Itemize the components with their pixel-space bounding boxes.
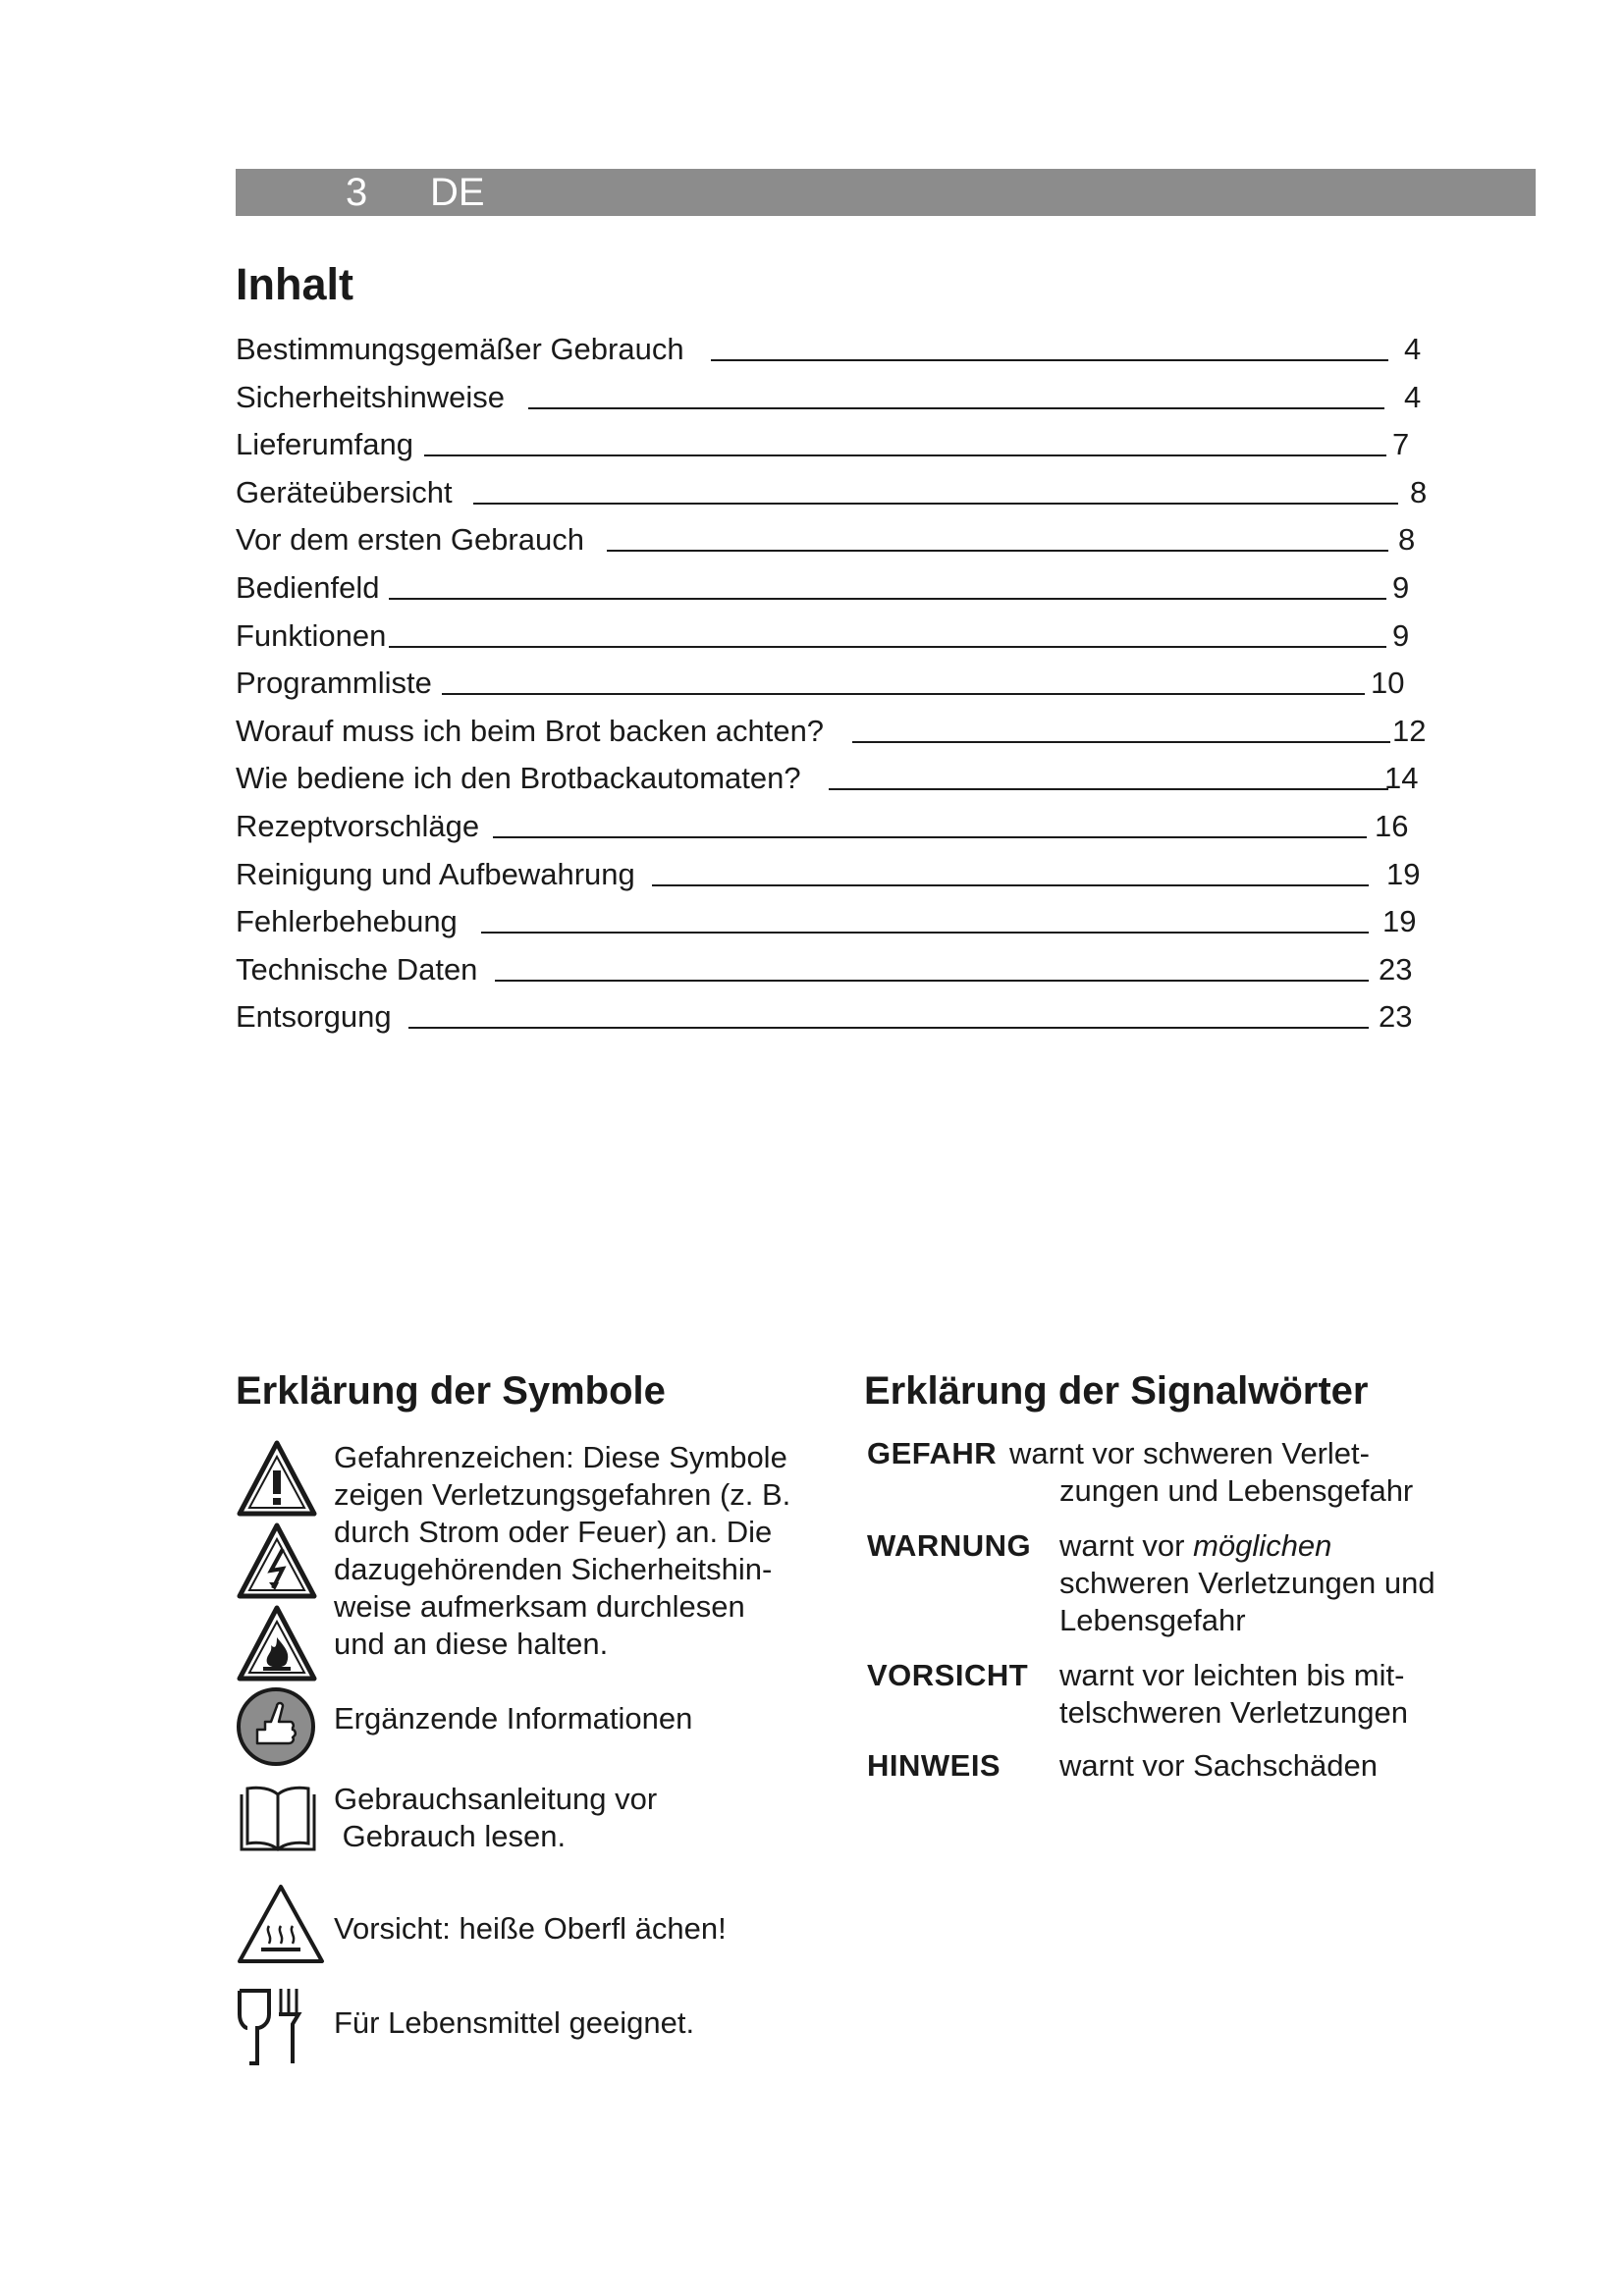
text-line: weise aufmerksam durchlesen [334, 1589, 745, 1624]
toc-leader-line [424, 454, 1386, 456]
toc-entry-title: Sicherheitshinweise [236, 379, 505, 414]
text-line: warnt vor Sachschäden [1059, 1748, 1378, 1783]
toc-entry-page: 8 [1398, 522, 1416, 558]
toc-entry[interactable] [236, 755, 1443, 803]
toc-entry-page: 23 [1379, 999, 1413, 1035]
signal-word: WARNUNG [867, 1528, 1032, 1563]
toc-entry-title: Technische Daten [236, 951, 478, 987]
signal-word-warnung [867, 1527, 1495, 1645]
toc-entry-page: 8 [1410, 474, 1428, 509]
signal-words-section-title: Erklärung der Signalwörter [864, 1369, 1369, 1413]
food-safe-icon [236, 1985, 310, 2067]
toc-entry[interactable] [236, 326, 1443, 374]
text-line: durch Strom oder Feuer) an. Die [334, 1515, 773, 1549]
toc-entry-page: 19 [1382, 904, 1417, 939]
toc-leader-line [473, 503, 1398, 505]
hot-surface-icon [236, 1883, 326, 1965]
toc-entry-page: 4 [1404, 332, 1422, 366]
toc-entry-title: Bedienfeld [236, 569, 380, 605]
toc-entry-page: 9 [1392, 569, 1410, 605]
toc-entry-title: Entsorgung [236, 999, 392, 1035]
toc-entry[interactable] [236, 898, 1443, 946]
toc-entry-page: 19 [1386, 856, 1421, 891]
page-number: 3 [346, 171, 368, 214]
text-line: telschweren Verletzungen [1059, 1695, 1409, 1730]
toc-entry-page: 9 [1392, 617, 1410, 653]
toc-leader-line [389, 598, 1386, 600]
hand-pointing-icon [236, 1686, 316, 1767]
toc-entry-title: Lieferumfang [236, 427, 413, 462]
signal-word-vorsicht [867, 1657, 1495, 1735]
text-line: Gebrauch lesen. [334, 1819, 567, 1853]
toc-leader-line [495, 980, 1369, 982]
signal-word: VORSICHT [867, 1658, 1029, 1692]
toc-entry-page: 4 [1404, 379, 1422, 414]
symbol-description [334, 1781, 825, 1855]
toc-leader-line [607, 550, 1388, 552]
emphasis-text: möglichen [1193, 1528, 1332, 1563]
text-line: Ergänzende Informationen [334, 1701, 693, 1735]
toc-entry-page: 12 [1392, 713, 1427, 748]
signal-description [1059, 1747, 1491, 1785]
toc-entry[interactable] [236, 708, 1443, 756]
toc-leader-line [711, 359, 1388, 361]
signal-word: HINWEIS [867, 1748, 1001, 1783]
toc-leader-line [481, 932, 1369, 934]
toc-entry-title: Fehlerbehebung [236, 904, 458, 939]
toc-entry-title: Funktionen [236, 617, 387, 653]
symbol-description [334, 2004, 825, 2042]
signal-description: warnt vor schweren Verlet- [1009, 1436, 1370, 1470]
toc-entry[interactable] [236, 374, 1443, 422]
toc-title: Inhalt [236, 259, 353, 309]
toc-entry[interactable] [236, 660, 1443, 708]
toc-leader-line [493, 836, 1367, 838]
toc-entry-title: Bestimmungsgemäßer Gebrauch [236, 332, 684, 366]
open-book-icon [236, 1785, 320, 1855]
signal-word-hinweis [867, 1747, 1495, 1787]
toc-entry-title: Programmliste [236, 666, 432, 701]
toc-entry[interactable] [236, 803, 1443, 851]
toc-entry-title: Vor dem ersten Gebrauch [236, 522, 584, 558]
text-line: schweren Verletzungen und [1059, 1566, 1435, 1600]
warning-triangle-icon [236, 1439, 318, 1518]
toc-entry[interactable] [236, 613, 1443, 661]
language-code: DE [430, 171, 485, 214]
signal-word-gefahr [867, 1435, 1495, 1514]
toc-entry-page: 23 [1379, 951, 1413, 987]
toc-entry-title: Reinigung und Aufbewahrung [236, 856, 635, 891]
symbol-description [334, 1439, 825, 1663]
text-line: warnt vor leichten bis mit- [1059, 1658, 1405, 1692]
toc-entry-page: 14 [1384, 761, 1419, 796]
text-line: dazugehörenden Sicherheitshin- [334, 1552, 773, 1586]
signal-description: zungen und Lebensgefahr [1059, 1473, 1414, 1508]
toc-entry-title: Wie bediene ich den Brotbackautomaten? [236, 761, 801, 796]
toc-entry[interactable] [236, 993, 1443, 1041]
signal-word: GEFAHR [867, 1436, 998, 1470]
text-line: Für Lebensmittel geeignet. [334, 2005, 695, 2040]
symbol-description [334, 1700, 825, 1737]
text-line: zeigen Verletzungsgefahren (z. B. [334, 1477, 791, 1512]
toc-entry-page: 16 [1375, 808, 1409, 843]
electric-hazard-icon [236, 1522, 318, 1600]
toc-entry-title: Rezeptvorschläge [236, 808, 480, 843]
text-line: und an diese halten. [334, 1627, 609, 1661]
signal-description [1059, 1527, 1491, 1639]
text-line: Gebrauchsanleitung vor [334, 1782, 658, 1816]
toc-entry[interactable] [236, 851, 1443, 899]
toc-leader-line [408, 1027, 1369, 1029]
toc-entry-title: Geräteübersicht [236, 474, 453, 509]
text-fragment: warnt vor [1059, 1528, 1194, 1563]
toc-entry[interactable] [236, 516, 1443, 564]
toc-leader-line [389, 646, 1386, 648]
toc-entry-title: Worauf muss ich beim Brot backen achten? [236, 713, 825, 748]
symbols-section-title: Erklärung der Symbole [236, 1369, 666, 1413]
toc-leader-line [442, 693, 1365, 695]
toc-entry-page: 7 [1392, 427, 1410, 462]
toc-entry-page: 10 [1371, 666, 1405, 701]
toc-leader-line [652, 884, 1369, 886]
table-of-contents [236, 326, 1443, 1041]
signal-description [1059, 1657, 1491, 1732]
toc-leader-line [829, 788, 1388, 790]
toc-entry[interactable] [236, 946, 1443, 994]
toc-leader-line [528, 407, 1384, 409]
symbol-description [334, 1910, 825, 1948]
text-line: Vorsicht: heiße Oberfl ächen! [334, 1911, 727, 1946]
toc-leader-line [852, 741, 1390, 743]
text-line: Gefahrenzeichen: Diese Symbole [334, 1440, 787, 1474]
text-line: Lebensgefahr [1059, 1603, 1246, 1637]
toc-entry[interactable] [236, 421, 1443, 469]
fire-hazard-icon [236, 1604, 318, 1682]
toc-entry[interactable] [236, 564, 1443, 613]
toc-entry[interactable] [236, 469, 1443, 517]
page-header-bar [236, 169, 1536, 216]
